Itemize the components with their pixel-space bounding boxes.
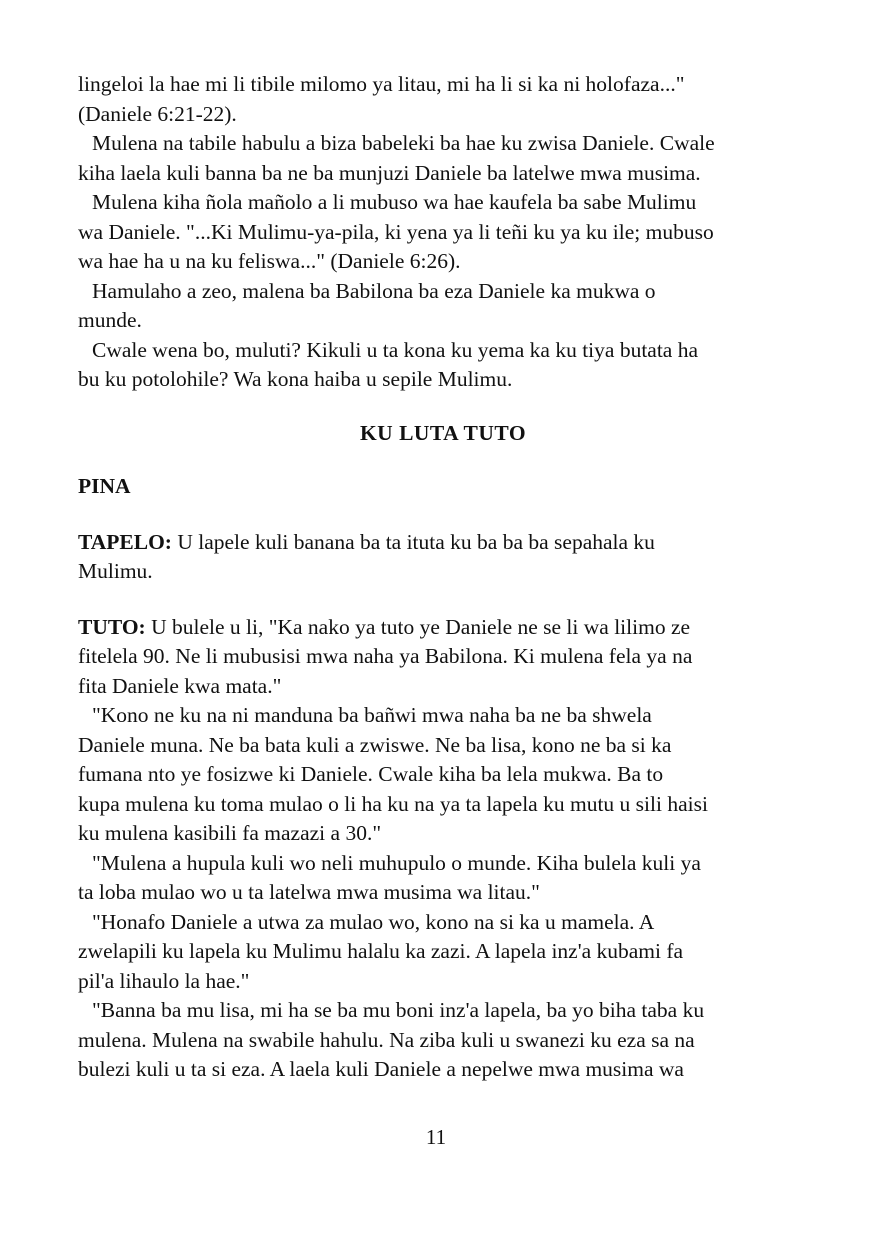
intro-paragraph xyxy=(78,70,808,129)
text-line: kupa mulena ku toma mulao o li ha ku na ya ta lapela ku mutu u sili haisi xyxy=(78,791,708,816)
text-line: pil'a lihaulo la hae." xyxy=(78,968,250,993)
text-line xyxy=(78,528,808,558)
text-line: zwelapili ku lapela ku Mulimu halalu ka zazi. A lapela inz'a kubami fa xyxy=(78,939,684,963)
text-line: Mulena kiha ñola mañolo a li mubuso wa hae kaufela ba sabe Mulimu xyxy=(92,190,697,214)
paragraph xyxy=(78,336,808,395)
tapelo-label: TAPELO: xyxy=(78,529,172,554)
tuto-paragraph xyxy=(78,613,808,702)
text-line: Hamulaho a zeo, malena ba Babilona ba eza Daniele ka mukwa o xyxy=(92,278,656,303)
text-line: fitelela 90. Ne li mubusisi mwa naha ya Babilona. Ki mulena fela ya na xyxy=(78,644,693,668)
page-body xyxy=(78,70,808,1085)
text-line: kiha laela kuli banna ba ne ba munjuzi Daniele ba latelwe mwa musima. xyxy=(78,160,701,185)
paragraph xyxy=(78,188,808,277)
text-line: wa Daniele. "...Ki Mulimu-ya-pila, ki yena ya li teñi ku ya ku ile; mubuso xyxy=(78,219,714,244)
text-line: ta loba mulao wo u ta latelwa mwa musima wa litau." xyxy=(78,880,540,904)
tapelo-paragraph xyxy=(78,528,808,587)
tuto-text: U bulele u li, "Ka nako ya tuto ye Daniele ne se li wa lilimo ze xyxy=(145,614,691,639)
text-line: "Mulena a hupula kuli wo neli muhupulo o munde. Kiha bulela kuli ya xyxy=(92,850,701,875)
text-line: mulena. Mulena na swabile hahulu. Na ziba kuli u swanezi ku eza sa na xyxy=(78,1027,695,1052)
text-line xyxy=(78,613,808,643)
text-line: Cwale wena bo, muluti? Kikuli u ta kona ku yema ka ku tiya butata ha xyxy=(92,337,699,362)
text-line: wa hae ha u na ku feliswa..." (Daniele 6:26). xyxy=(78,249,461,273)
paragraph xyxy=(78,701,808,849)
text-line: (Daniele 6:21-22). xyxy=(78,101,237,126)
paragraph xyxy=(78,908,808,997)
text-line: "Honafo Daniele a utwa za mulao wo, kono na si ka u mamela. A xyxy=(92,909,655,934)
tapelo-text: U lapele kuli banana ba ta ituta ku ba ba ba sepahala ku xyxy=(171,529,655,554)
text-line: fumana nto ye fosizwe ki Daniele. Cwale kiha ba lela mukwa. Ba to xyxy=(78,762,664,786)
paragraph xyxy=(78,277,808,336)
text-line: Mulena na tabile habulu a biza babeleki ba hae ku zwisa Daniele. Cwale xyxy=(92,131,715,155)
text-line: lingeloi la hae mi li tibile milomo ya litau, mi ha li si ka ni holofaza..." xyxy=(78,72,685,96)
section-title: PINA xyxy=(78,474,131,498)
section-heading: KU LUTA TUTO xyxy=(359,420,527,445)
text-line: ku mulena kasibili fa mazazi a 30." xyxy=(78,821,382,845)
paragraph xyxy=(78,996,808,1085)
text-line: Daniele muna. Ne ba bata kuli a zwiswe. Ne ba lisa, kono ne ba si ka xyxy=(78,732,672,757)
text-line: bu ku potolohile? Wa kona haiba u sepile Mulimu. xyxy=(78,367,513,391)
text-line: "Banna ba mu lisa, mi ha se ba mu boni inz'a lapela, ba yo biha taba ku xyxy=(92,998,705,1022)
paragraph xyxy=(78,129,808,188)
text-line: "Kono ne ku na ni manduna ba bañwi mwa naha ba ne ba shwela xyxy=(92,703,652,727)
paragraph xyxy=(78,849,808,908)
text-line: Mulimu. xyxy=(78,559,153,583)
page-number: 11 xyxy=(425,1125,447,1149)
text-line: fita Daniele kwa mata." xyxy=(78,673,282,698)
text-line: munde. xyxy=(78,308,142,332)
spacer xyxy=(78,587,808,613)
text-line: bulezi kuli u ta si eza. A laela kuli Daniele a nepelwe mwa musima wa xyxy=(78,1057,684,1081)
tuto-label: TUTO: xyxy=(78,614,146,639)
